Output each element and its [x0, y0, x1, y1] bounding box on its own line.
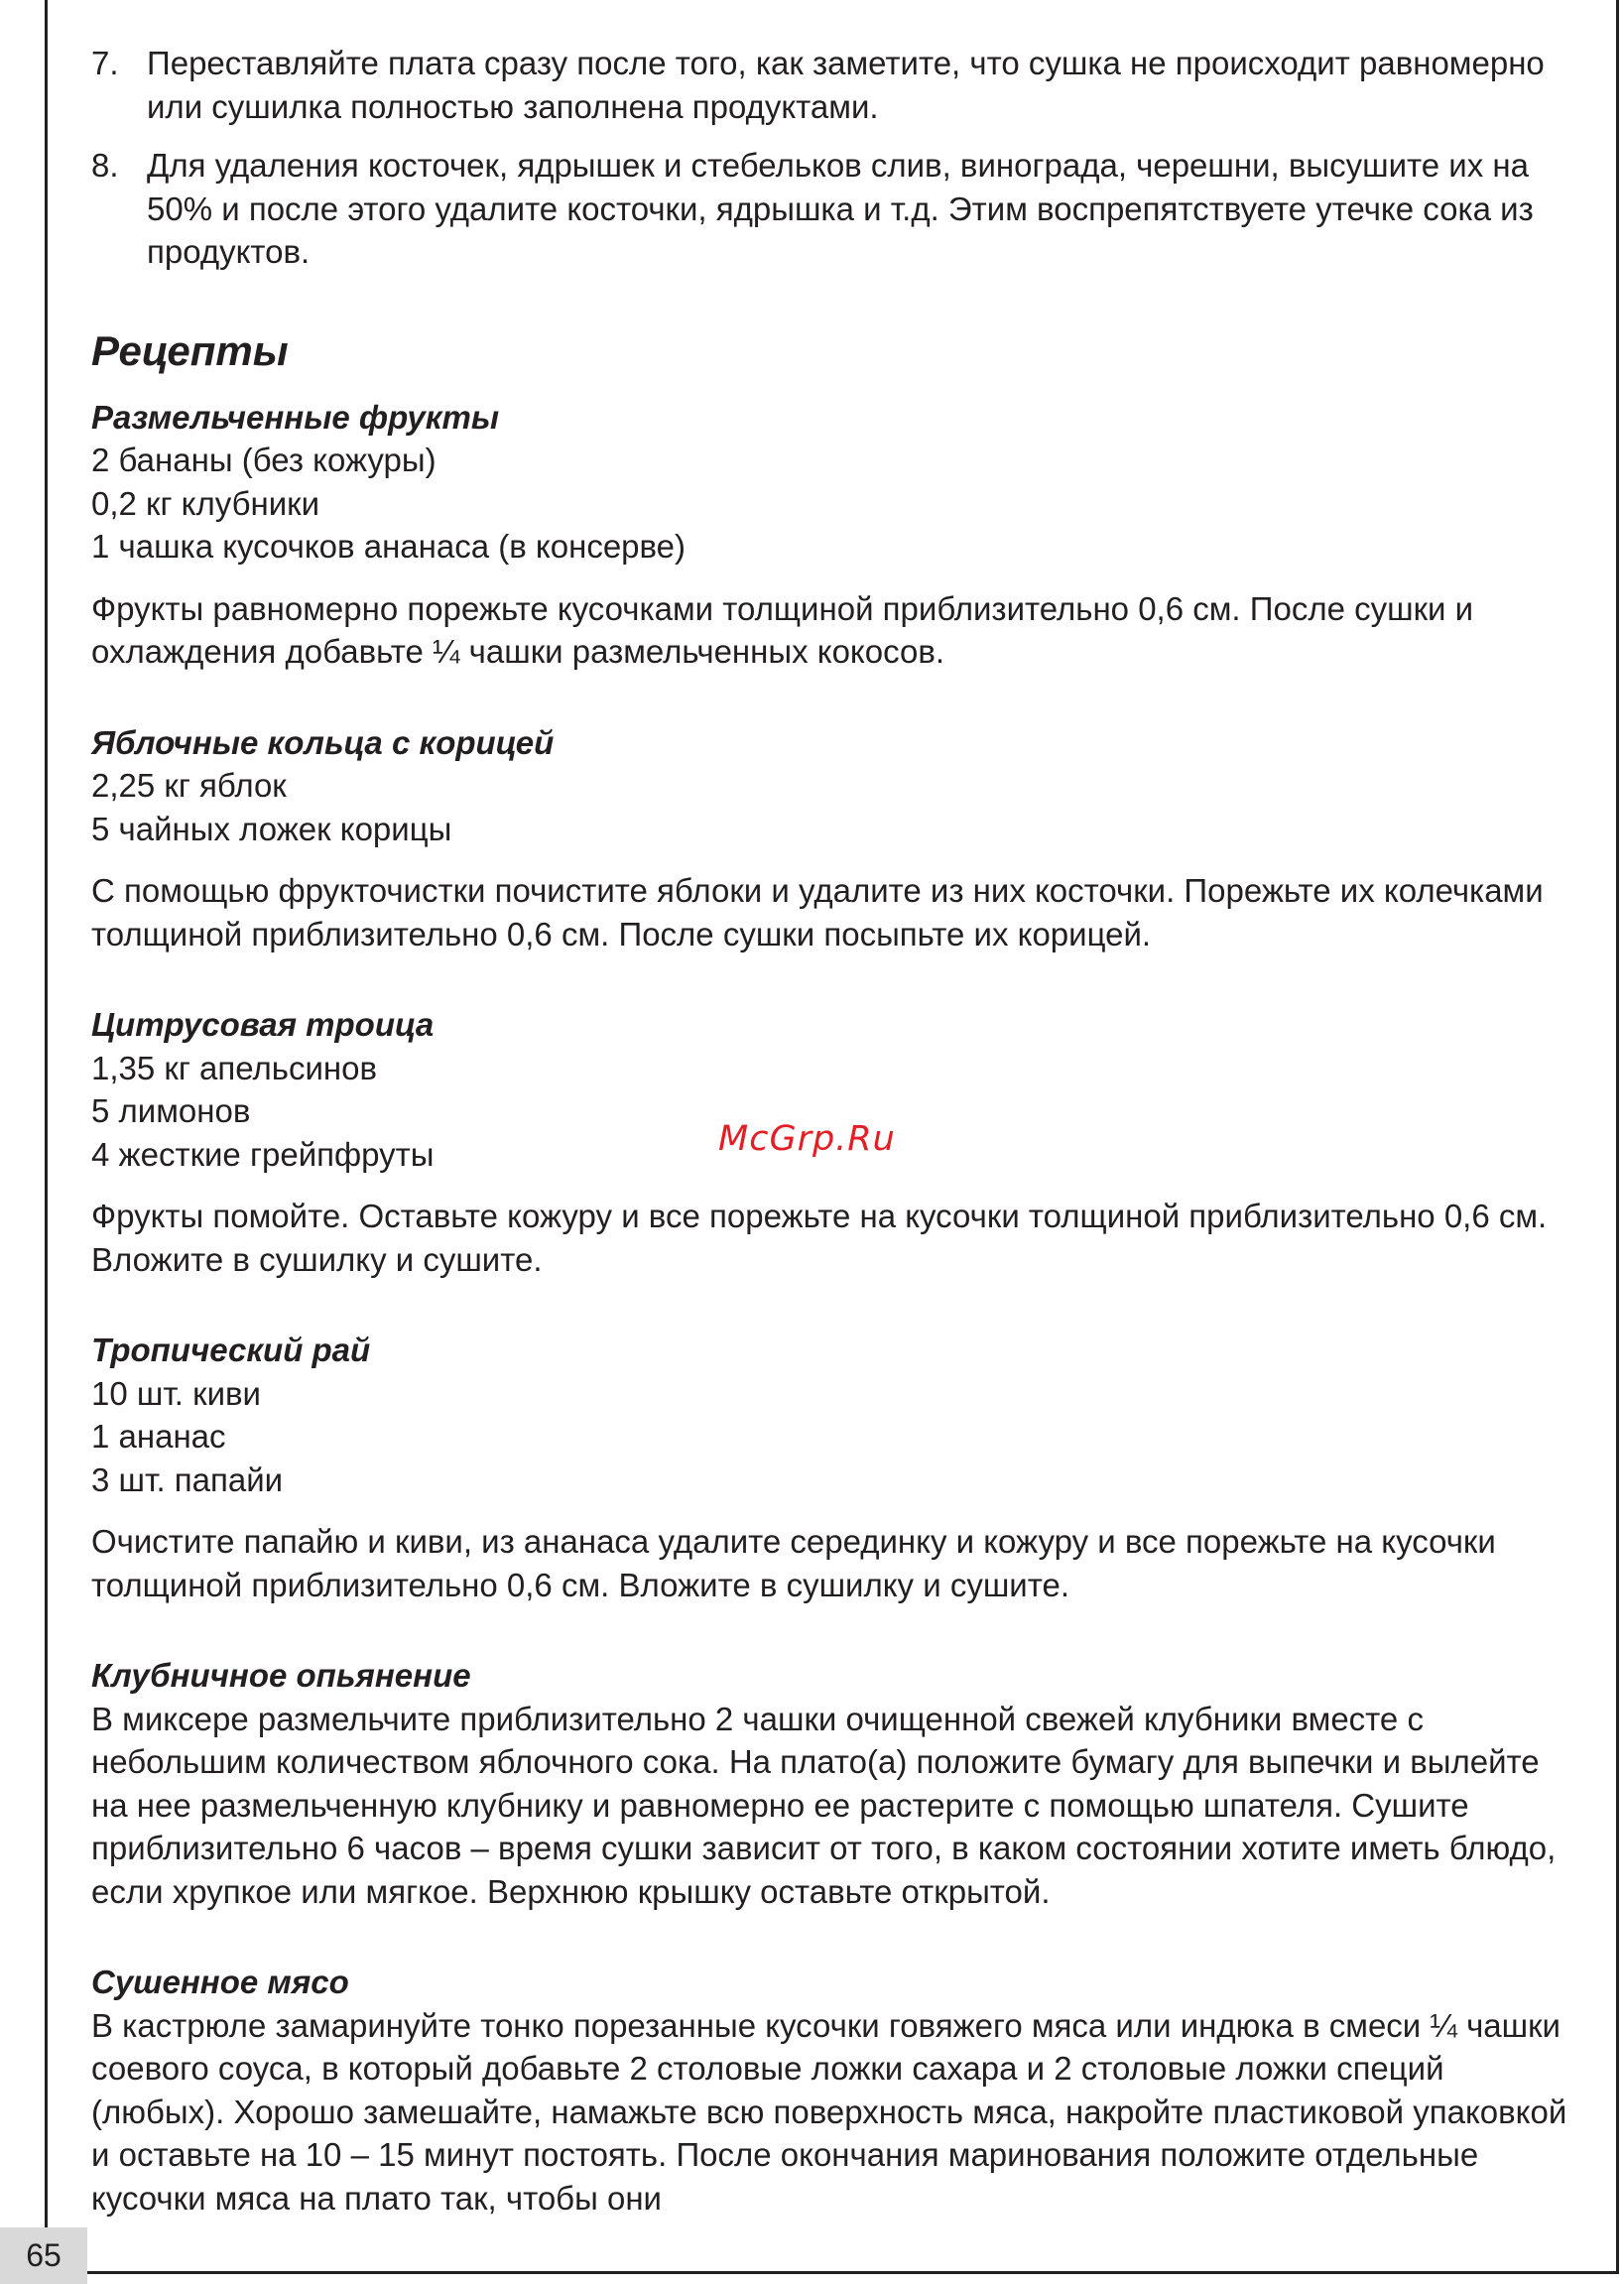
- recipe-description: Фрукты равномерно порежьте кусочками толщиной приблизительно 0,6 см. После сушки и охлаждения добавьте ¼ чашки размельченных кокосов.: [91, 589, 1474, 670]
- ingredient: 2,25 кг яблок: [91, 767, 287, 804]
- recipe-description: С помощью фрукточистки почистите яблоки и удалите из них косточки. Порежьте их колечками толщиной приблизительно 0,6 см. После сушки посыпьте их корицей.: [91, 872, 1544, 952]
- recipe-title: Тропический рай: [91, 1332, 371, 1368]
- recipe-description: В кастрюле замаринуйте тонко порезанные кусочки говяжего мяса или индюка в смеси ¼ чашки соевого соуса, в который добавьте 2 столовые ложки сахара и 2 столовые ложки специй (любых). Хорошо замешайте, намажьте всю поверхность мяса, накройте пластиковой упаковкой и оставьте на 10 – 15 минут постоять. После окончания маринования положите отдельные кусочки мяса на плато так, чтобы они: [91, 2006, 1567, 2217]
- ingredient-list: [91, 1372, 1579, 1502]
- recipe-title: Клубничное опьянение: [91, 1657, 471, 1694]
- recipe-title: Цитрусовая троица: [91, 1006, 435, 1043]
- section-title: Рецепты: [91, 326, 289, 374]
- numbered-item-8: [91, 144, 1579, 274]
- watermark: McGrp.Ru: [718, 1119, 896, 1159]
- recipe-tropical-paradise: [91, 1329, 1579, 1606]
- recipe-dried-meat: [91, 1961, 1579, 2220]
- recipe-title: Сушенное мясо: [91, 1964, 349, 2000]
- ingredient-list: [91, 439, 1579, 569]
- ingredient: 1 ананас: [91, 1418, 226, 1455]
- ingredient: 3 шт. папайи: [91, 1460, 284, 1498]
- ingredient: 10 шт. киви: [91, 1374, 261, 1412]
- recipe-crushed-fruits: [91, 396, 1579, 674]
- recipe-title: Размельченные фрукты: [91, 398, 500, 436]
- item-text: Переставляйте плата сразу после того, как заметите, что сушка не происходит равномерно или сушилка полностью заполнена продуктами.: [147, 45, 1545, 125]
- ingredient: 4 жесткие грейпфруты: [91, 1135, 435, 1173]
- recipe-strawberry: [91, 1654, 1579, 1913]
- numbered-item-7: [91, 42, 1579, 128]
- ingredient: 5 лимонов: [91, 1092, 251, 1129]
- ingredient: 1 чашка кусочков ананаса (в консерве): [91, 528, 687, 565]
- item-number: 7.: [91, 45, 119, 81]
- recipe-description: В миксере размельчите приблизительно 2 чашки очищенной свежей клубники вместе с небольшим количеством яблочного сока. На плато(а) положите бумагу для выпечки и вылейте на нее размельченную клубнику и равномерно ее растерите с помощью шпателя. Сушите приблизительно 6 часов – время сушки зависит от того, в каком состоянии хотите иметь блюдо, если хрупкое или мягкое. Верхнюю крышку оставьте открытой.: [91, 1700, 1557, 1910]
- item-text: Для удаления косточек, ядрышек и стебельков слив, винограда, черешни, высушите их на 50% и после этого удалите косточки, ядрышка и т.д. Этим воспрепятствуете утечке сока из продуктов.: [147, 147, 1534, 270]
- recipe-description: Очистите папайю и киви, из ананаса удалите серединку и кожуру и все порежьте на кусочки толщиной приблизительно 0,6 см. Вложите в сушилку и сушите.: [91, 1523, 1496, 1603]
- recipe-title: Яблочные кольца с корицей: [91, 723, 555, 761]
- ingredient: 5 чайных ложек корицы: [91, 810, 452, 847]
- ingredient: 2 бананы (без кожуры): [91, 442, 437, 478]
- item-number: 8.: [91, 147, 119, 184]
- page-number: 65: [0, 2227, 87, 2284]
- ingredient: 0,2 кг клубники: [91, 484, 320, 522]
- ingredient-list: [91, 764, 1579, 850]
- ingredient: 1,35 кг апельсинов: [91, 1049, 378, 1086]
- recipe-description: Фрукты помойте. Оставьте кожуру и все порежьте на кусочки толщиной приблизительно 0,6 см. Вложите в сушилку и сушите.: [91, 1198, 1548, 1278]
- recipe-apple-rings: [91, 721, 1579, 956]
